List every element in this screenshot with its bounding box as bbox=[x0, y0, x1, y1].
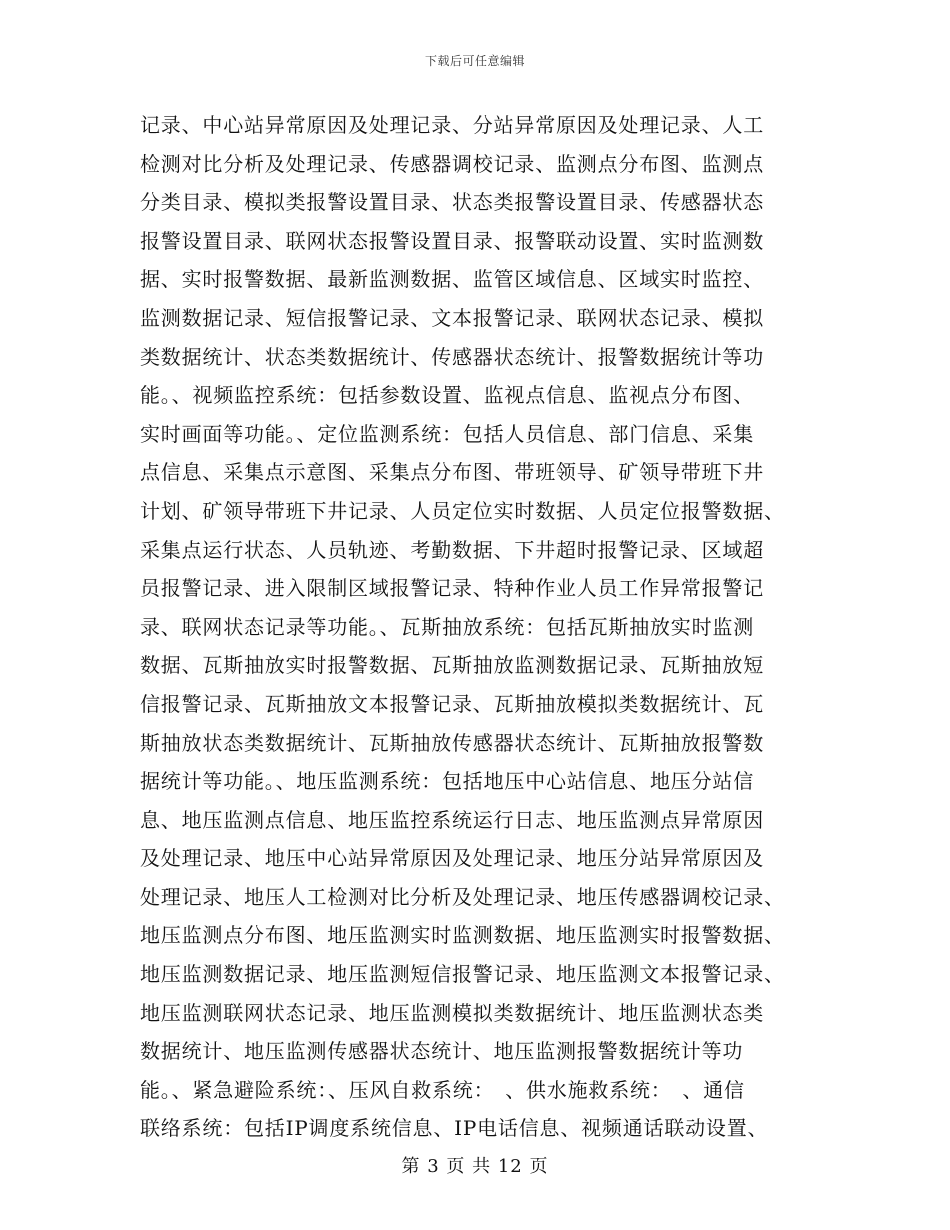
text-line: 数据、瓦斯抽放实时报警数据、瓦斯抽放监测数据记录、瓦斯抽放短 bbox=[140, 653, 764, 678]
text-line: 处理记录、地压人工检测对比分析及处理记录、地压传感器调校记录、 bbox=[140, 884, 785, 909]
text-line: 记录、中心站异常原因及处理记录、分站异常原因及处理记录、人工 bbox=[140, 113, 764, 137]
text-line: 监测数据记录、短信报警记录、文本报警记录、联网状态记录、模拟 bbox=[140, 305, 764, 330]
text-line: 地压监测点分布图、地压监测实时监测数据、地压监测实时报警数据、 bbox=[140, 923, 785, 948]
text-line: 信报警记录、瓦斯抽放文本报警记录、瓦斯抽放模拟类数据统计、瓦 bbox=[140, 691, 764, 716]
text-line: 报警设置目录、联网状态报警设置目录、报警联动设置、实时监测数 bbox=[140, 228, 764, 253]
text-line: 计划、矿领导带班下井记录、人员定位实时数据、人员定位报警数据、 bbox=[140, 498, 785, 523]
text-line: 据、实时报警数据、最新监测数据、监管区域信息、区域实时监控、 bbox=[140, 267, 764, 292]
text-line: 地压监测数据记录、地压监测短信报警记录、地压监测文本报警记录、 bbox=[140, 962, 785, 987]
text-line: 及处理记录、地压中心站异常原因及处理记录、地压分站异常原因及 bbox=[140, 846, 764, 871]
text-line: 能。、紧急避险系统：、压风自救系统： 、供水施救系统： 、通信 bbox=[140, 1077, 745, 1102]
text-line: 检测对比分析及处理记录、传感器调校记录、监测点分布图、监测点 bbox=[140, 151, 764, 176]
text-line: 地压监测联网状态记录、地压监测模拟类数据统计、地压监测状态类 bbox=[140, 1000, 764, 1025]
text-line: 类数据统计、状态类数据统计、传感器状态统计、报警数据统计等功 bbox=[140, 344, 764, 369]
text-line: 联络系统：包括IP调度系统信息、IP电话信息、视频通话联动设置、 bbox=[140, 1116, 769, 1141]
page-number: 第 3 页 共 12 页 bbox=[401, 1156, 549, 1177]
page-header-note: 下载后可任意编辑 bbox=[424, 54, 525, 68]
text-line: 员报警记录、进入限制区域报警记录、特种作业人员工作异常报警记 bbox=[140, 576, 764, 601]
text-line: 能。、视频监控系统：包括参数设置、监视点信息、监视点分布图、 bbox=[140, 383, 754, 408]
text-line: 录、联网状态记录等功能。、瓦斯抽放系统：包括瓦斯抽放实时监测 bbox=[140, 614, 754, 639]
document-body bbox=[140, 106, 830, 1148]
text-line: 斯抽放状态类数据统计、瓦斯抽放传感器状态统计、瓦斯抽放报警数 bbox=[140, 730, 764, 755]
text-line: 点信息、采集点示意图、采集点分布图、带班领导、矿领导带班下井 bbox=[140, 460, 764, 485]
text-line: 息、地压监测点信息、地压监控系统运行日志、地压监测点异常原因 bbox=[140, 807, 764, 832]
text-line: 据统计等功能。、地压监测系统：包括地压中心站信息、地压分站信 bbox=[140, 769, 754, 794]
text-line: 数据统计、地压监测传感器状态统计、地压监测报警数据统计等功 bbox=[140, 1039, 744, 1064]
text-line: 实时画面等功能。、定位监测系统：包括人员信息、部门信息、采集 bbox=[140, 421, 754, 446]
text-line: 采集点运行状态、人员轨迹、考勤数据、下井超时报警记录、区域超 bbox=[140, 537, 764, 562]
text-line: 分类目录、模拟类报警设置目录、状态类报警设置目录、传感器状态 bbox=[140, 190, 764, 215]
